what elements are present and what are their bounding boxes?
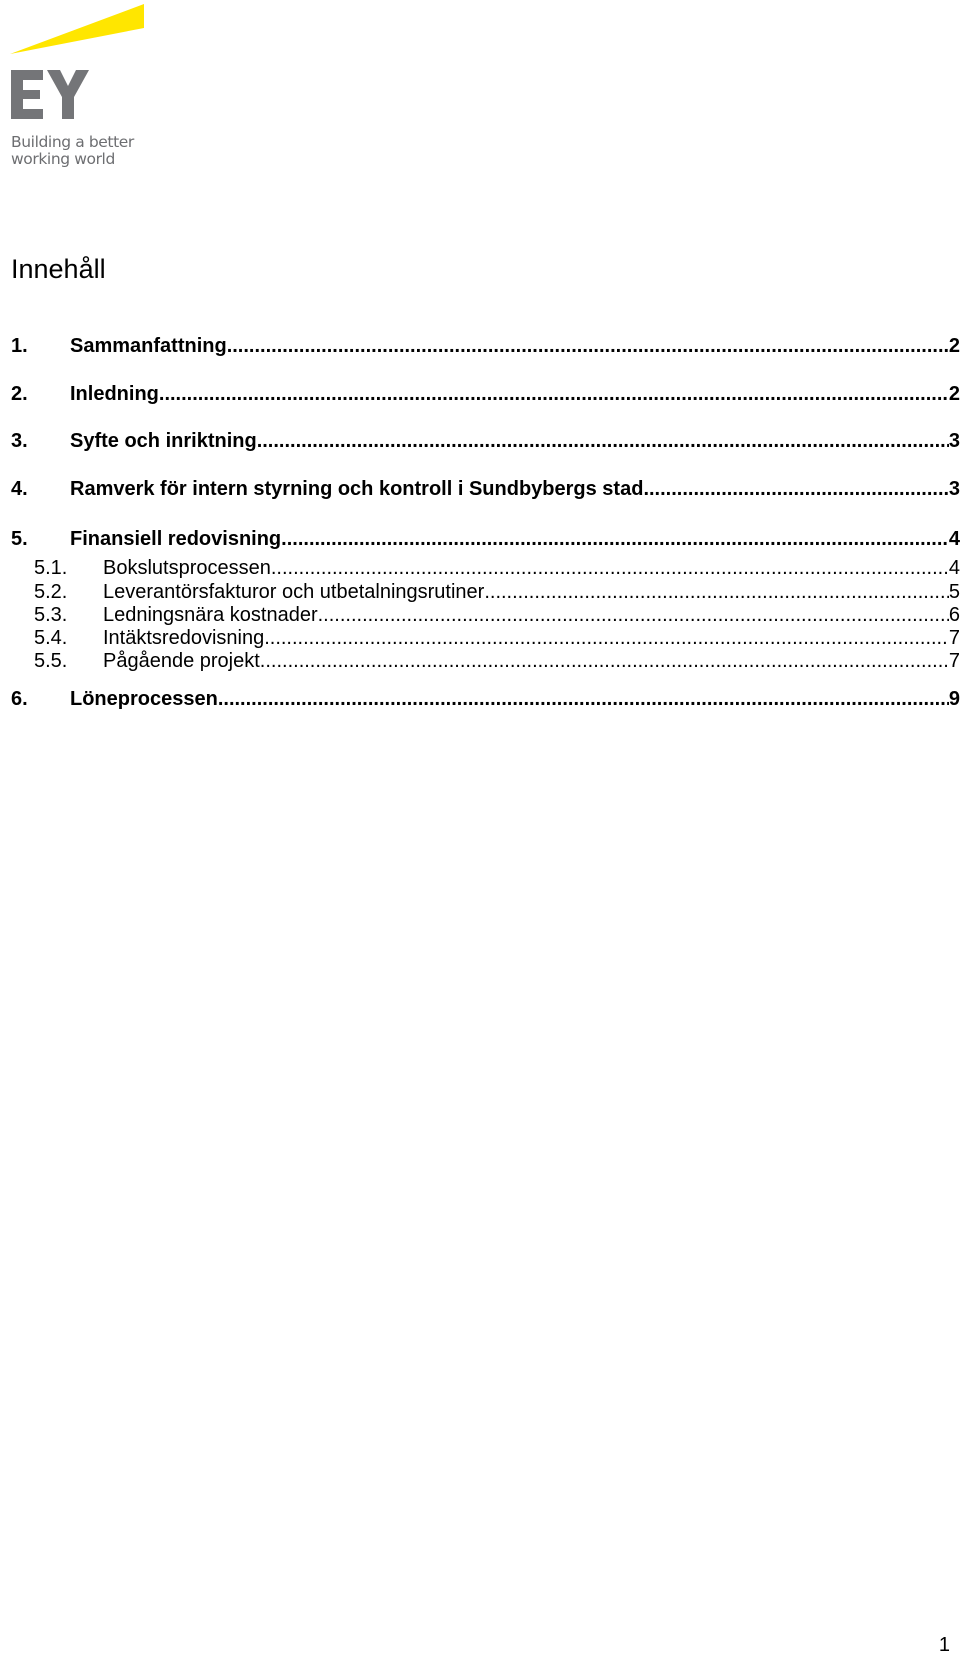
toc-entry-page: 6	[948, 604, 960, 626]
toc-dot-leader	[643, 478, 948, 501]
toc-entry[interactable]	[11, 430, 960, 453]
toc-entry-page: 3	[948, 430, 960, 452]
toc-entry-title: Löneprocessen	[70, 688, 218, 710]
toc-entry-number: 6.	[11, 688, 28, 710]
toc-entry[interactable]	[11, 383, 960, 406]
logo-tagline-line2: working world	[11, 150, 115, 168]
logo-tagline-line1: Building a better	[11, 133, 134, 151]
toc-subentry[interactable]	[34, 650, 960, 673]
toc-entry-page: 2	[948, 335, 960, 357]
toc-entry-number: 2.	[11, 383, 28, 405]
toc-entry-title: Leverantörsfakturor och utbetalningsrutiner	[103, 581, 485, 603]
toc-entry-page: 9	[948, 688, 960, 710]
toc-subentry[interactable]	[34, 557, 960, 580]
toc-entry-page: 7	[948, 627, 960, 649]
logo-beam	[10, 4, 144, 54]
toc-entry-title: Inledning	[70, 383, 159, 405]
toc-entry-title: Syfte och inriktning	[70, 430, 257, 452]
toc-dot-leader	[281, 528, 949, 551]
page-number: 1	[938, 1634, 950, 1656]
toc-entry-number: 3.	[11, 430, 28, 452]
toc-dot-leader	[264, 627, 949, 650]
toc-entry-title: Ramverk för intern styrning och kontroll i Sundbybergs stad	[70, 478, 644, 500]
toc-entry-page: 4	[948, 557, 960, 579]
toc-entry-number: 5.	[11, 528, 28, 550]
toc-subentry[interactable]	[34, 627, 960, 650]
toc-dot-leader	[159, 383, 949, 406]
toc-entry[interactable]	[11, 335, 960, 358]
toc-entry-number: 5.1.	[34, 557, 68, 579]
toc-entry-number: 5.4.	[34, 627, 68, 649]
toc-entry-number: 5.2.	[34, 581, 68, 603]
toc-heading: Innehåll	[11, 254, 106, 284]
toc-entry-page: 7	[948, 650, 960, 672]
toc-entry-number: 4.	[11, 478, 28, 500]
toc-entry-title: Intäktsredovisning	[103, 627, 265, 649]
toc-entry-number: 5.5.	[34, 650, 68, 672]
toc-subentry[interactable]	[34, 581, 960, 604]
toc-entry[interactable]	[11, 478, 960, 501]
toc-dot-leader	[318, 604, 949, 627]
toc-entry-page: 3	[948, 478, 960, 500]
toc-entry-page: 5	[948, 581, 960, 603]
toc-entry-page: 4	[948, 528, 960, 550]
toc-entry-title: Pågående projekt	[103, 650, 260, 672]
toc-dot-leader	[260, 650, 949, 673]
logo-tagline	[11, 134, 134, 168]
toc-dot-leader	[218, 688, 949, 711]
logo-letter-y	[47, 70, 89, 119]
toc-dot-leader	[484, 581, 949, 604]
toc-subentry[interactable]	[34, 604, 960, 627]
toc-dot-leader	[257, 430, 949, 453]
toc-entry[interactable]	[11, 528, 960, 551]
toc-entry-title: Bokslutsprocessen	[103, 557, 271, 579]
logo-letter-e	[11, 70, 43, 119]
toc-entry[interactable]	[11, 688, 960, 711]
toc-entry-title: Ledningsnära kostnader	[103, 604, 318, 626]
toc-entry-title: Sammanfattning	[70, 335, 227, 357]
toc-entry-number: 5.3.	[34, 604, 68, 626]
toc-dot-leader	[271, 557, 949, 580]
toc-entry-page: 2	[948, 383, 960, 405]
ey-logo-icon	[10, 4, 155, 129]
toc-dot-leader	[227, 335, 949, 358]
toc-entry-title: Finansiell redovisning	[70, 528, 282, 550]
toc-entry-number: 1.	[11, 335, 28, 357]
